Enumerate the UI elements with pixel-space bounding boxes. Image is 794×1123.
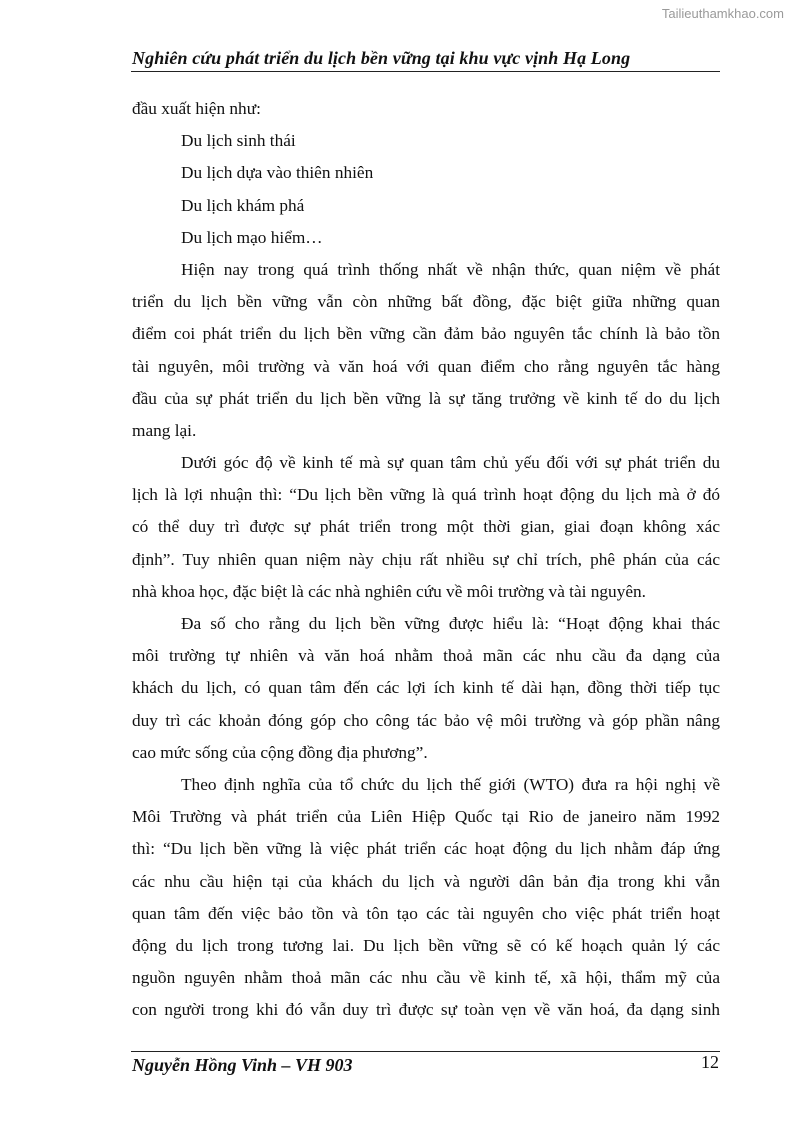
- text-line: duy trì các khoản đóng góp cho công tác bảo vệ môi trường và góp phần nâng: [132, 710, 720, 730]
- list-item: Du lịch khám phá: [181, 195, 305, 215]
- list-item: Du lịch sinh thái: [181, 131, 296, 151]
- text-line: có thể duy trì được sự phát triển trong một thời gian, giai đoạn không xác: [132, 517, 720, 537]
- text-line: triển du lịch bền vững vẫn còn những bất đồng, đặc biệt giữa những quan: [132, 292, 720, 312]
- text-line: động du lịch trong tương lai. Du lịch bền vững sẽ có kế hoạch quản lý các: [132, 935, 720, 955]
- list-item: Du lịch mạo hiểm…: [181, 227, 323, 247]
- text-line: môi trường tự nhiên và văn hoá nhằm thoả mãn các nhu cầu đa dạng của: [132, 646, 720, 666]
- text-line: Đa số cho rằng du lịch bền vững được hiểu là: “Hoạt động khai thác: [181, 614, 720, 633]
- text-line: khách du lịch, có quan tâm đến các lợi ích kinh tế dài hạn, đồng thời tiếp tục: [132, 678, 720, 698]
- text-line: lịch là lợi nhuận thì: “Du lịch bền vững là quá trình hoạt động du lịch mà ở đó: [132, 485, 720, 505]
- text-line: nhà khoa học, đặc biệt là các nhà nghiên cứu về môi trường và tài nguyên.: [132, 581, 646, 601]
- list-item: Du lịch dựa vào thiên nhiên: [181, 163, 374, 183]
- text-line: các nhu cầu hiện tại của khách du lịch và người dân bản địa trong khi vẫn: [132, 871, 720, 891]
- text-line: mang lại.: [132, 420, 197, 440]
- page-header-title: Nghiên cứu phát triển du lịch bền vững tại khu vực vịnh Hạ Long: [132, 48, 631, 68]
- header-divider: [131, 71, 720, 72]
- text-line: điểm coi phát triển du lịch bền vững cần đảm bảo nguyên tắc chính là bảo tồn: [132, 324, 720, 344]
- text-line: Theo định nghĩa của tổ chức du lịch thế giới (WTO) đưa ra hội nghị về: [181, 774, 720, 794]
- text-line: Dưới góc độ về kinh tế mà sự quan tâm chủ yếu đối với sự phát triển du: [181, 453, 720, 473]
- body-text: [132, 93, 720, 1026]
- text-line: thì: “Du lịch bền vững là việc phát triển các hoạt động du lịch nhằm đáp ứng: [132, 839, 720, 859]
- text-line: quan tâm đến việc bảo tồn và tôn tạo các tài nguyên cho việc phát triển hoạt: [132, 903, 720, 923]
- text-line: Môi Trường và phát triển của Liên Hiệp Quốc tại Rio de janeiro năm 1992: [132, 807, 720, 827]
- footer-divider: [131, 1051, 720, 1052]
- text-line: định”. Tuy nhiên quan niệm này chịu rất nhiều sự chỉ trích, phê phán của các: [132, 549, 720, 569]
- text-line: cao mức sống của cộng đồng địa phương”.: [132, 742, 428, 762]
- footer-author: Nguyễn Hồng Vinh – VH 903: [132, 1055, 353, 1075]
- watermark: Tailieuthamkhao.com: [661, 6, 784, 21]
- page-number: 12: [701, 1052, 719, 1072]
- text-line: đầu xuất hiện như:: [132, 99, 261, 118]
- text-line: tài nguyên, môi trường và văn hoá với quan điểm cho rằng nguyên tắc hàng: [132, 356, 720, 376]
- text-line: nguồn nguyên nhằm thoả mãn các nhu cầu về kinh tế, xã hội, thẩm mỹ của: [132, 968, 720, 988]
- text-line: Hiện nay trong quá trình thống nhất về nhận thức, quan niệm về phát: [181, 259, 720, 279]
- text-line: con người trong khi đó vẫn duy trì được sự toàn vẹn về văn hoá, đa dạng sinh: [132, 1000, 720, 1020]
- text-line: đầu của sự phát triển du lịch bền vững là sự tăng trưởng về kinh tế do du lịch: [132, 388, 720, 408]
